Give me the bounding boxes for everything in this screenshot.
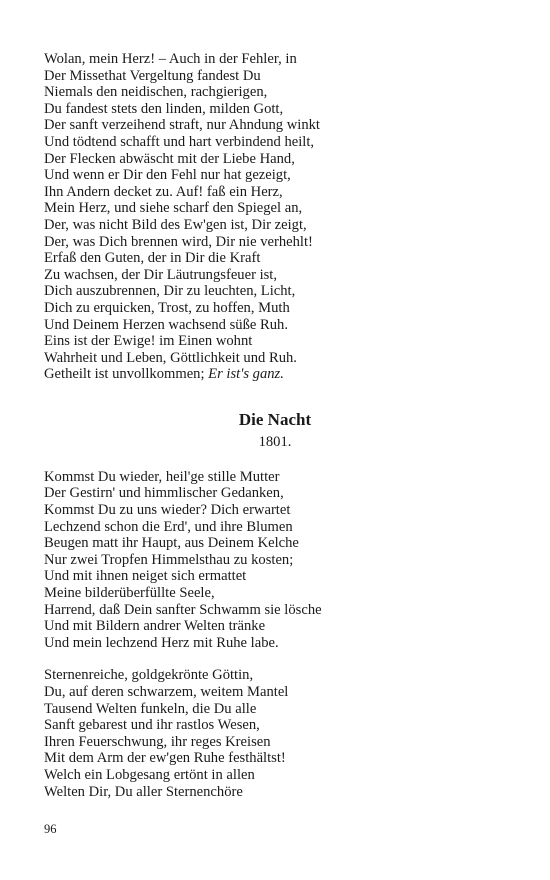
poem-line: Dich auszubrennen, Dir zu leuchten, Licht, <box>44 283 296 300</box>
poem-line: Wahrheit und Leben, Göttlichkeit und Ruh. <box>44 349 297 366</box>
poem-title: Die Nacht <box>238 409 312 429</box>
poem-line: Niemals den neidischen, rachgierigen, <box>44 84 268 101</box>
poem-line: Der sanft verzeihend straft, nur Ahndung winkt <box>44 117 320 134</box>
poem-line: Ihren Feuerschwung, ihr reges Kreisen <box>44 733 271 750</box>
poem-line: Tausend Welten funkeln, die Du alle <box>44 700 257 717</box>
poem-line: Nur zwei Tropfen Himmelsthau zu kosten; <box>44 551 294 568</box>
poem-last-line-italic: Er ist's ganz. <box>208 366 284 383</box>
poem-line: Dich zu erquicken, Trost, zu hoffen, Muth <box>44 299 290 316</box>
poem-line: Du fandest stets den linden, milden Gott, <box>44 100 284 117</box>
poem-2-stanza-1 <box>44 469 506 652</box>
poem-line: Der, was nicht Bild des Ew'gen ist, Dir zeigt, <box>44 216 307 233</box>
poem-line: Kommst Du zu uns wieder? Dich erwartet <box>44 502 291 519</box>
poem-line: Meine bilderüberfüllte Seele, <box>44 585 215 602</box>
poem-line: Welch ein Lobgesang ertönt in allen <box>44 766 255 783</box>
poem-line: Beugen matt ihr Haupt, aus Deinem Kelche <box>44 535 299 552</box>
poem-line: Zu wachsen, der Dir Läutrungsfeuer ist, <box>44 266 278 283</box>
poem-line: Der Flecken abwäscht mit der Liebe Hand, <box>44 150 295 167</box>
page-number: 96 <box>44 822 57 836</box>
poem-line: Der Gestirn' und himmlischer Gedanken, <box>44 485 284 502</box>
poem-line: Erfaß den Guten, der in Dir die Kraft <box>44 250 261 267</box>
poem-line: Kommst Du wieder, heil'ge stille Mutter <box>44 468 280 485</box>
poem-line: Und tödtend schafft und hart verbindend heilt, <box>44 133 315 150</box>
poem-line: Du, auf deren schwarzem, weitem Mantel <box>44 684 289 700</box>
poem-last-line-start: Getheilt ist unvollkommen; <box>44 366 209 383</box>
poem-line: Welten Dir, Du aller Sternenchöre <box>44 783 243 800</box>
poem-line: Mein Herz, und siehe scharf den Spiegel an, <box>44 200 303 217</box>
poem-line: Und wenn er Dir den Fehl nur hat gezeigt, <box>44 167 291 184</box>
poem-line: Lechzend schon die Erd', und ihre Blumen <box>44 518 293 535</box>
poem-2-stanza-2 <box>44 667 506 800</box>
poem-date: 1801. <box>258 433 292 450</box>
poem-line: Mit dem Arm der ew'gen Ruhe festhältst! <box>44 750 286 767</box>
poem-line: Der Missethat Vergeltung fandest Du <box>44 67 261 84</box>
poem-line: Harrend, daß Dein sanfter Schwamm sie lösche <box>44 601 322 618</box>
poem-1-stanza <box>44 51 506 383</box>
poem-line: Der, was Dich brennen wird, Dir nie verhehlt! <box>44 233 313 250</box>
poem-line: Sanft gebarest und ihr rastlos Wesen, <box>44 717 260 734</box>
poem-line: Sternenreiche, goldgekrönte Göttin, <box>44 667 254 684</box>
poem-line: Wolan, mein Herz! – Auch in der Fehler, in <box>44 51 297 67</box>
stanza-gap <box>44 651 506 667</box>
poem-line: Und mit ihnen neiget sich ermattet <box>44 568 247 585</box>
poem-line: Eins ist der Ewige! im Einen wohnt <box>44 333 253 350</box>
poem-line: Und mein lechzend Herz mit Ruhe labe. <box>44 634 279 651</box>
poem-line: Und mit Bildern andrer Welten tränke <box>44 618 266 635</box>
poem-line: Ihn Andern decket zu. Auf! faß ein Herz, <box>44 183 283 200</box>
poem-line: Und Deinem Herzen wachsend süße Ruh. <box>44 316 288 333</box>
poem-last-line <box>44 366 506 383</box>
page-body <box>44 51 506 800</box>
